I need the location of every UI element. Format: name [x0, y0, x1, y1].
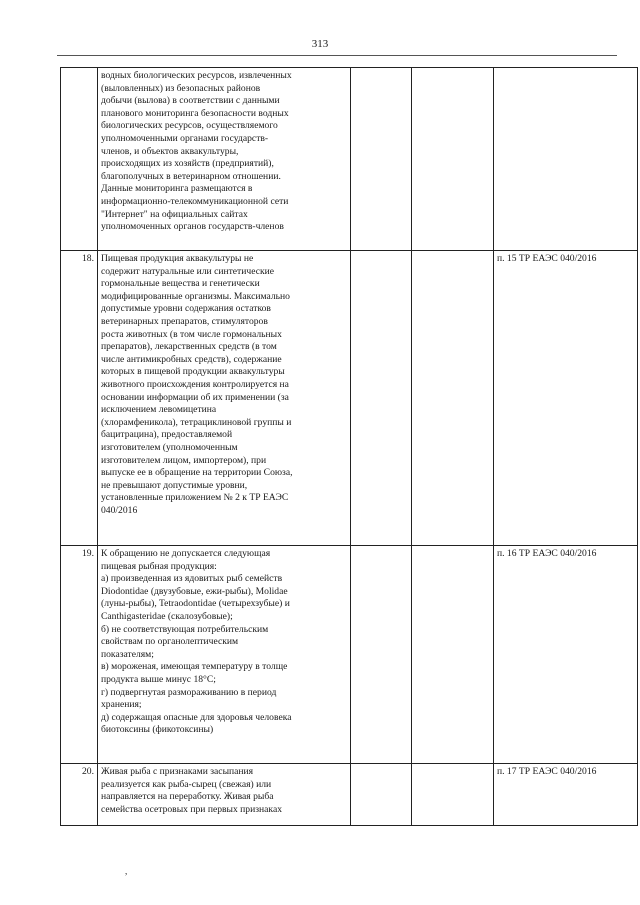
reference-cell: п. 17 ТР ЕАЭС 040/2016 — [494, 764, 638, 826]
reference-cell — [494, 68, 638, 251]
empty-cell — [412, 764, 494, 826]
requirement-text: К обращению не допускается следующая пищевая рыбная продукция: а) произведенная из ядовитых рыб семейств Diodontidae (двузубовые, ежи-рыбы), Molidae (луны-рыбы), Tetraodontidae (четырехзубые) и Canthigasteridae (скалозубовые); б) не соответствующая потребительским свойствам по органолептическим показателям; в) мороженая, имеющая температуру в толще продукта выше минус 18°С; г) подвергнутая размораживанию в период хранения; д) содержащая опасные для здоровья человека биотоксины (фикотоксины) — [98, 546, 351, 764]
row-number — [61, 68, 98, 251]
stray-mark: , — [125, 866, 128, 876]
empty-cell — [412, 68, 494, 251]
table-row — [61, 68, 638, 251]
empty-cell — [351, 251, 412, 546]
table-row — [61, 546, 638, 764]
reference-cell: п. 16 ТР ЕАЭС 040/2016 — [494, 546, 638, 764]
table-row — [61, 764, 638, 826]
requirement-text: Пищевая продукция аквакультуры не содержит натуральные или синтетические гормональные вещества и генетически модифицированные организмы. Максимально допустимые уровни содержания остатков ветеринарных препаратов, стимуляторов роста животных (в том числе гормональных препаратов), лекарственных средств (в том числе антимикробных средств), содержание которых в пищевой продукции аквакультуры животного происхождения контролируется на основании информации об их применении (за исключением левомицетина (хлорамфеникола), тетрациклиновой группы и бацитрацина), предоставляемой изготовителем (уполномоченным изготовителем лицом, импортером), при выпуске ее в обращение на территории Союза, не превышают допустимые уровни, установленные приложением № 2 к ТР ЕАЭС 040/2016 — [98, 251, 351, 546]
row-number: 18. — [61, 251, 98, 546]
reference-cell: п. 15 ТР ЕАЭС 040/2016 — [494, 251, 638, 546]
empty-cell — [351, 764, 412, 826]
row-number: 19. — [61, 546, 98, 764]
empty-cell — [412, 251, 494, 546]
page-number: 313 — [311, 38, 329, 50]
requirements-table — [60, 67, 638, 826]
requirement-text: Живая рыба с признаками засыпания реализуется как рыба-сырец (свежая) или направляется на переработку. Живая рыба семейства осетровых при первых признаках — [98, 764, 351, 826]
header-rule — [57, 55, 617, 56]
empty-cell — [351, 68, 412, 251]
empty-cell — [351, 546, 412, 764]
empty-cell — [412, 546, 494, 764]
table-row — [61, 251, 638, 546]
requirement-text: водных биологических ресурсов, извлеченных (выловленных) из безопасных районов добычи (вылова) в соответствии с данными планового мониторинга безопасности водных биологических ресурсов, осуществляемого уполномоченными органами государств- членов, и объектов аквакультуры, происходящих из хозяйств (предприятий), благополучных в ветеринарном отношении. Данные мониторинга размещаются в информационно-телекоммуникационной сети "Интернет" на официальных сайтах уполномоченных органов государств-членов — [98, 68, 351, 251]
row-number: 20. — [61, 764, 98, 826]
